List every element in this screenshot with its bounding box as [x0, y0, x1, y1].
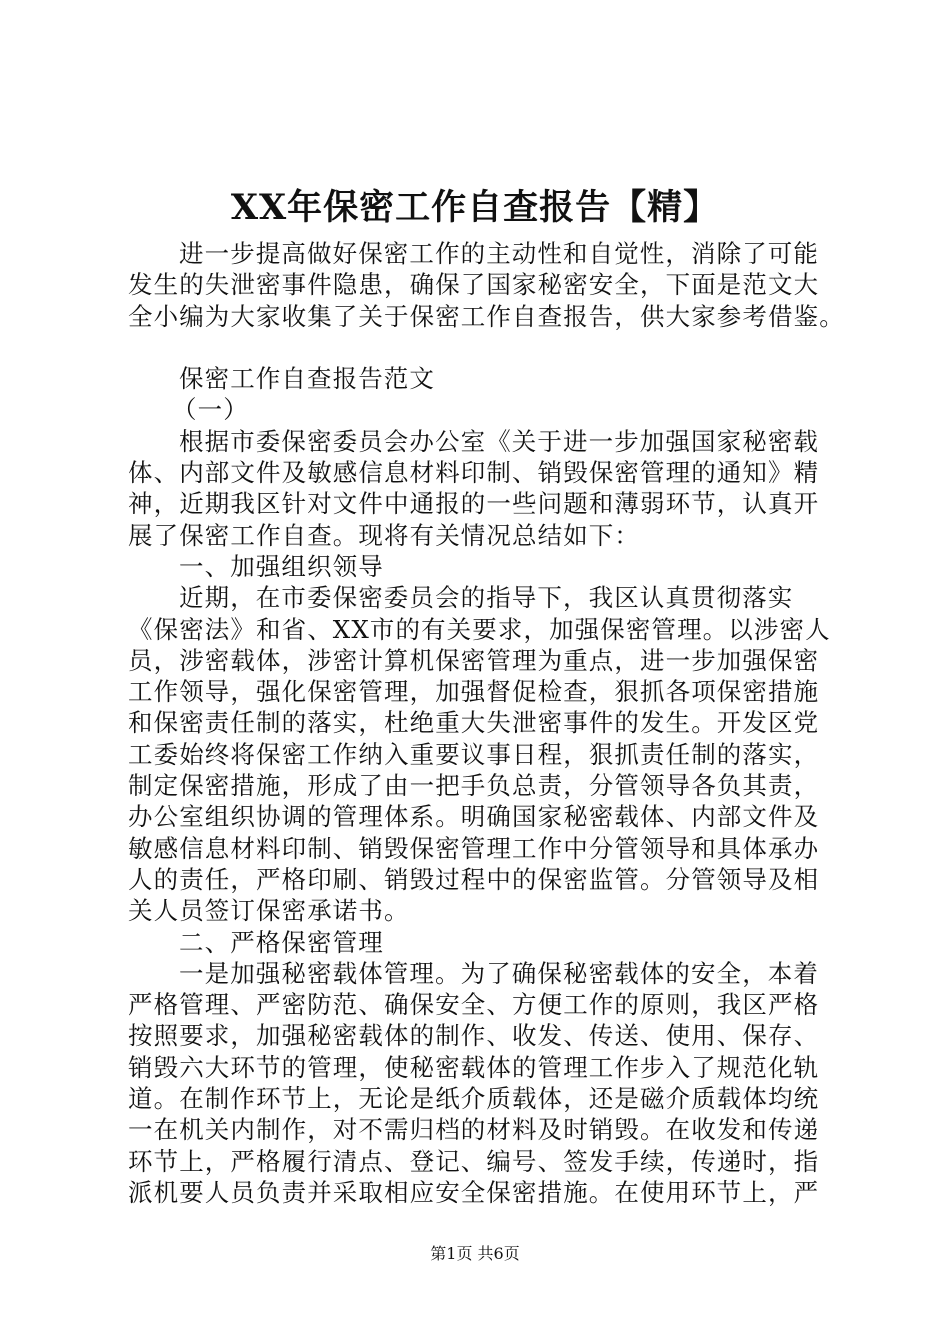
- text-line: 严格管理、严密防范、确保安全、方便工作的原则，我区严格: [128, 990, 820, 1020]
- document-title: XX年保密工作自查报告【精】: [230, 187, 720, 228]
- text-line: 一、加强组织领导: [179, 551, 384, 581]
- page-footer: 第1页 共6页: [430, 1244, 520, 1263]
- text-line: 展了保密工作自查。现将有关情况总结如下：: [128, 520, 640, 550]
- text-line: 根据市委保密委员会办公室《关于进一步加强国家秘密载: [179, 426, 819, 456]
- text-line: 发生的失泄密事件隐患，确保了国家秘密安全，下面是范文大: [128, 270, 820, 300]
- text-line: 《保密法》和省、XX市的有关要求，加强保密管理。以涉密人: [128, 614, 831, 644]
- text-line: 神，近期我区针对文件中通报的一些问题和薄弱环节，认真开: [128, 489, 820, 519]
- text-line: 销毁六大环节的管理，使秘密载体的管理工作步入了规范化轨: [128, 1052, 820, 1082]
- text-line: 关人员签订保密承诺书。: [128, 896, 410, 926]
- text-line: 和保密责任制的落实，杜绝重大失泄密事件的发生。开发区党: [128, 708, 820, 738]
- text-line: 保密工作自查报告范文: [179, 364, 435, 394]
- text-line: 敏感信息材料印制、销毁保密管理工作中分管领导和具体承办: [128, 833, 820, 863]
- document-body: [128, 238, 845, 1208]
- text-line: 环节上，严格履行清点、登记、编号、签发手续，传递时，指: [128, 1146, 820, 1176]
- blank-line: [128, 332, 832, 363]
- text-line: 进一步提高做好保密工作的主动性和自觉性，消除了可能: [179, 239, 819, 268]
- text-line: 体、内部文件及敏感信息材料印制、销毁保密管理的通知》精: [128, 458, 820, 488]
- text-line: 一在机关内制作，对不需归档的材料及时销毁。在收发和传递: [128, 1115, 820, 1145]
- text-line: 员，涉密载体，涉密计算机保密管理为重点，进一步加强保密: [128, 645, 820, 675]
- text-line: 道。在制作环节上，无论是纸介质载体，还是磁介质载体均统: [128, 1084, 820, 1114]
- text-line: 近期，在市委保密委员会的指导下，我区认真贯彻落实: [179, 583, 794, 613]
- text-line: 派机要人员负责并采取相应安全保密措施。在使用环节上，严: [128, 1177, 820, 1207]
- text-line: 工作领导，强化保密管理，加强督促检查，狠抓各项保密措施: [128, 677, 820, 707]
- text-line: 工委始终将保密工作纳入重要议事日程，狠抓责任制的落实，: [128, 739, 820, 769]
- text-line: 人的责任，严格印刷、销毁过程中的保密监管。分管领导及相: [128, 864, 820, 894]
- text-line: 制定保密措施，形成了由一把手负总责，分管领导各负其责，: [128, 771, 820, 801]
- text-line: 按照要求，加强秘密载体的制作、收发、传送、使用、保存、: [128, 1021, 820, 1051]
- text-line: 办公室组织协调的管理体系。明确国家秘密载体、内部文件及: [128, 802, 820, 832]
- text-line: 二、严格保密管理: [179, 927, 384, 957]
- text-line: 一是加强秘密载体管理。为了确保秘密载体的安全，本着: [179, 958, 819, 988]
- text-line: （一）: [172, 395, 249, 425]
- text-line: 全小编为大家收集了关于保密工作自查报告，供大家参考借鉴。: [128, 301, 845, 331]
